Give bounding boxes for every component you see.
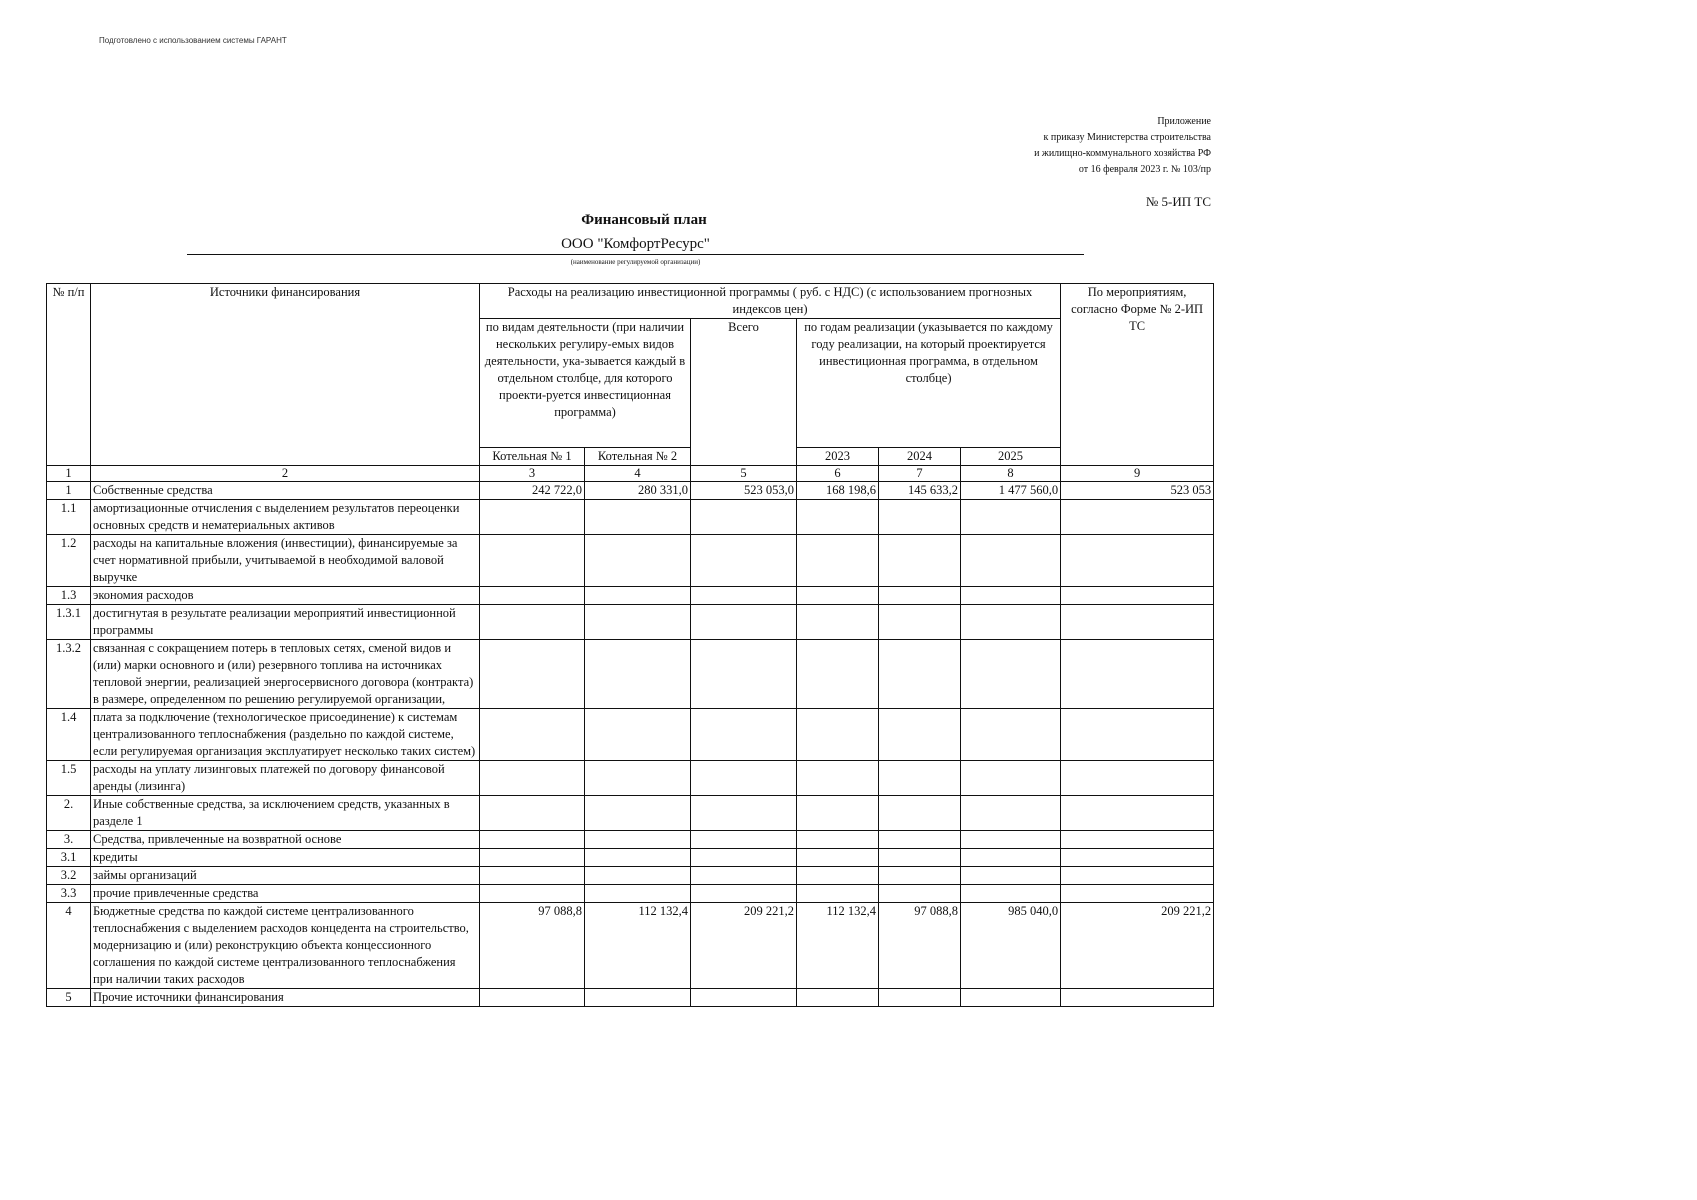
row-value-c8: 985 040,0 — [961, 903, 1061, 989]
row-value-c8 — [961, 535, 1061, 587]
row-number: 3.2 — [47, 867, 91, 885]
row-value-c7: 145 633,2 — [879, 482, 961, 500]
row-value-c7 — [879, 796, 961, 831]
row-value-c9 — [1061, 535, 1214, 587]
row-value-c8 — [961, 605, 1061, 640]
column-index: 4 — [585, 466, 691, 482]
row-source-name: кредиты — [91, 849, 480, 867]
row-value-c7: 97 088,8 — [879, 903, 961, 989]
row-value-c7 — [879, 867, 961, 885]
row-value-c6: 168 198,6 — [797, 482, 879, 500]
row-value-c7 — [879, 640, 961, 709]
row-value-c9 — [1061, 849, 1214, 867]
row-value-c9 — [1061, 796, 1214, 831]
row-source-name: Бюджетные средства по каждой системе централизованного теплоснабжения с выделением расходов концедента на строительство, модернизацию и (или) реконструкцию объекта концессионного соглашения по каждой системе централизованного теплоснабжения при наличии таких расходов — [91, 903, 480, 989]
row-number: 1.5 — [47, 761, 91, 796]
row-value-c3 — [480, 885, 585, 903]
table-row — [47, 709, 1214, 761]
col-header-sources: Источники финансирования — [91, 284, 480, 466]
table-row — [47, 867, 1214, 885]
row-value-c9 — [1061, 761, 1214, 796]
row-value-c4 — [585, 709, 691, 761]
row-value-c4 — [585, 640, 691, 709]
row-value-c6 — [797, 640, 879, 709]
col-header-by-activity: по видам деятельности (при наличии нескольких регулиру-емых видов деятельности, ука-зывается каждый в отдельном столбце, для которого проекти-руется инвестиционная программа) — [480, 319, 691, 448]
row-value-c6 — [797, 535, 879, 587]
row-value-c5 — [691, 831, 797, 849]
row-value-c5 — [691, 761, 797, 796]
row-value-c7 — [879, 831, 961, 849]
row-value-c9 — [1061, 867, 1214, 885]
row-value-c8 — [961, 761, 1061, 796]
row-value-c3 — [480, 640, 585, 709]
row-source-name: Прочие источники финансирования — [91, 989, 480, 1007]
column-index: 2 — [91, 466, 480, 482]
table-row — [47, 500, 1214, 535]
row-value-c5 — [691, 605, 797, 640]
row-value-c5 — [691, 640, 797, 709]
row-value-c7 — [879, 885, 961, 903]
page-title: Финансовый план — [581, 212, 707, 228]
column-index: 1 — [47, 466, 91, 482]
row-value-c9 — [1061, 885, 1214, 903]
financial-plan-table — [46, 283, 1214, 1007]
row-value-c8 — [961, 849, 1061, 867]
appendix-line: Приложение — [1157, 116, 1211, 127]
row-value-c3 — [480, 867, 585, 885]
row-value-c4 — [585, 500, 691, 535]
row-value-c9 — [1061, 989, 1214, 1007]
col-header-total: Всего — [691, 319, 797, 466]
row-number: 1.1 — [47, 500, 91, 535]
row-value-c6 — [797, 849, 879, 867]
row-value-c5 — [691, 535, 797, 587]
row-number: 1 — [47, 482, 91, 500]
table-row — [47, 831, 1214, 849]
row-value-c3 — [480, 989, 585, 1007]
row-source-name: достигнутая в результате реализации мероприятий инвестиционной программы — [91, 605, 480, 640]
row-value-c3 — [480, 709, 585, 761]
row-value-c6 — [797, 989, 879, 1007]
row-value-c7 — [879, 761, 961, 796]
row-value-c3: 97 088,8 — [480, 903, 585, 989]
row-value-c8 — [961, 500, 1061, 535]
row-source-name: Средства, привлеченные на возвратной основе — [91, 831, 480, 849]
row-value-c6 — [797, 761, 879, 796]
row-source-name: экономия расходов — [91, 587, 480, 605]
column-index: 3 — [480, 466, 585, 482]
column-index-row — [47, 466, 1214, 482]
row-value-c9 — [1061, 709, 1214, 761]
row-source-name: плата за подключение (технологическое присоединение) к системам централизованного теплоснабжения (раздельно по каждой системе, если регулируемая организация эксплуатирует несколько таких систем) — [91, 709, 480, 761]
row-value-c8 — [961, 831, 1061, 849]
table-row — [47, 761, 1214, 796]
table-row — [47, 535, 1214, 587]
row-value-c5 — [691, 849, 797, 867]
row-value-c9 — [1061, 605, 1214, 640]
row-value-c6 — [797, 709, 879, 761]
row-value-c9 — [1061, 500, 1214, 535]
row-value-c5 — [691, 989, 797, 1007]
row-value-c9: 523 053 — [1061, 482, 1214, 500]
table-row — [47, 482, 1214, 500]
organization-note: (наименование регулируемой организации) — [570, 258, 701, 266]
row-value-c8 — [961, 867, 1061, 885]
row-value-c4 — [585, 849, 691, 867]
row-value-c3 — [480, 587, 585, 605]
appendix-line: от 16 февраля 2023 г. № 103/пр — [1078, 164, 1211, 175]
row-source-name: Собственные средства — [91, 482, 480, 500]
row-value-c3: 242 722,0 — [480, 482, 585, 500]
row-value-c6 — [797, 587, 879, 605]
col-header-year: 2024 — [879, 448, 961, 466]
row-value-c5 — [691, 500, 797, 535]
row-value-c5: 523 053,0 — [691, 482, 797, 500]
row-value-c5 — [691, 587, 797, 605]
row-value-c8 — [961, 796, 1061, 831]
row-value-c6 — [797, 500, 879, 535]
column-index: 9 — [1061, 466, 1214, 482]
table-row — [47, 587, 1214, 605]
row-value-c4 — [585, 831, 691, 849]
row-value-c7 — [879, 989, 961, 1007]
row-value-c3 — [480, 761, 585, 796]
row-number: 1.3 — [47, 587, 91, 605]
row-value-c9: 209 221,2 — [1061, 903, 1214, 989]
table-row — [47, 796, 1214, 831]
row-value-c8 — [961, 587, 1061, 605]
row-value-c8 — [961, 885, 1061, 903]
column-index: 7 — [879, 466, 961, 482]
row-value-c3 — [480, 796, 585, 831]
row-value-c4 — [585, 796, 691, 831]
table-row — [47, 903, 1214, 989]
col-header-boiler-1: Котельная № 1 — [480, 448, 585, 466]
column-index: 8 — [961, 466, 1061, 482]
row-value-c9 — [1061, 831, 1214, 849]
row-number: 1.4 — [47, 709, 91, 761]
col-header-by-years: по годам реализации (указывается по каждому году реализации, на который проектируется инвестиционная программа, в отдельном столбце) — [797, 319, 1061, 448]
row-value-c6 — [797, 605, 879, 640]
form-number: № 5-ИП ТС — [1145, 194, 1211, 209]
row-value-c4 — [585, 761, 691, 796]
row-number: 5 — [47, 989, 91, 1007]
prepared-note: Подготовлено с использованием системы ГАРАНТ — [99, 36, 287, 45]
row-number: 1.3.2 — [47, 640, 91, 709]
row-value-c7 — [879, 709, 961, 761]
row-number: 4 — [47, 903, 91, 989]
appendix-block — [1034, 114, 1211, 178]
row-number: 2. — [47, 796, 91, 831]
col-header-boiler-2: Котельная № 2 — [585, 448, 691, 466]
row-source-name: расходы на уплату лизинговых платежей по договору финансовой аренды (лизинга) — [91, 761, 480, 796]
row-value-c6 — [797, 796, 879, 831]
row-value-c8 — [961, 989, 1061, 1007]
col-header-year: 2025 — [961, 448, 1061, 466]
row-value-c4 — [585, 989, 691, 1007]
row-number: 3.1 — [47, 849, 91, 867]
row-value-c6: 112 132,4 — [797, 903, 879, 989]
row-number: 1.2 — [47, 535, 91, 587]
col-header-no: № п/п — [47, 284, 91, 466]
row-value-c7 — [879, 605, 961, 640]
row-value-c9 — [1061, 640, 1214, 709]
row-value-c3 — [480, 535, 585, 587]
row-value-c8: 1 477 560,0 — [961, 482, 1061, 500]
table-row — [47, 849, 1214, 867]
table-row — [47, 885, 1214, 903]
appendix-line: и жилищно-коммунального хозяйства РФ — [1034, 148, 1211, 159]
row-value-c5 — [691, 796, 797, 831]
col-header-measures: По мероприятиям, согласно Форме № 2-ИП ТС — [1061, 284, 1214, 466]
row-source-name: Иные собственные средства, за исключением средств, указанных в разделе 1 — [91, 796, 480, 831]
row-number: 3. — [47, 831, 91, 849]
row-value-c7 — [879, 500, 961, 535]
table-row — [47, 640, 1214, 709]
row-value-c8 — [961, 640, 1061, 709]
table-row — [47, 605, 1214, 640]
row-value-c4 — [585, 605, 691, 640]
row-value-c7 — [879, 535, 961, 587]
table-row — [47, 989, 1214, 1007]
appendix-line: к приказу Министерства строительства — [1043, 132, 1211, 143]
col-header-expenses: Расходы на реализацию инвестиционной программы ( руб. с НДС) (с использованием прогнозных индексов цен) — [480, 284, 1061, 319]
row-value-c5 — [691, 867, 797, 885]
row-value-c4: 280 331,0 — [585, 482, 691, 500]
row-value-c5 — [691, 885, 797, 903]
row-value-c6 — [797, 885, 879, 903]
row-value-c9 — [1061, 587, 1214, 605]
row-source-name: прочие привлеченные средства — [91, 885, 480, 903]
column-index: 6 — [797, 466, 879, 482]
row-source-name: расходы на капитальные вложения (инвестиции), финансируемые за счет нормативной прибыли, учитываемой в необходимой валовой выручке — [91, 535, 480, 587]
row-value-c4 — [585, 885, 691, 903]
row-value-c6 — [797, 831, 879, 849]
row-value-c4 — [585, 535, 691, 587]
row-source-name: связанная с сокращением потерь в тепловых сетях, сменой видов и (или) марки основного и (или) резервного топлива на источниках тепловой энергии, реализацией энергосервисного договора (контракта) в размере, определенном по решению регулируемой организации, — [91, 640, 480, 709]
row-value-c5: 209 221,2 — [691, 903, 797, 989]
row-value-c3 — [480, 605, 585, 640]
row-value-c3 — [480, 849, 585, 867]
row-value-c4 — [585, 867, 691, 885]
row-value-c7 — [879, 849, 961, 867]
row-value-c8 — [961, 709, 1061, 761]
row-value-c6 — [797, 867, 879, 885]
organization-name: ООО "КомфортРесурс" — [187, 234, 1084, 255]
row-source-name: займы организаций — [91, 867, 480, 885]
col-header-year: 2023 — [797, 448, 879, 466]
row-value-c5 — [691, 709, 797, 761]
row-value-c3 — [480, 831, 585, 849]
row-value-c7 — [879, 587, 961, 605]
row-value-c4 — [585, 587, 691, 605]
row-source-name: амортизационные отчисления с выделением результатов переоценки основных средств и нематериальных активов — [91, 500, 480, 535]
row-value-c4: 112 132,4 — [585, 903, 691, 989]
column-index: 5 — [691, 466, 797, 482]
row-number: 1.3.1 — [47, 605, 91, 640]
row-number: 3.3 — [47, 885, 91, 903]
row-value-c3 — [480, 500, 585, 535]
